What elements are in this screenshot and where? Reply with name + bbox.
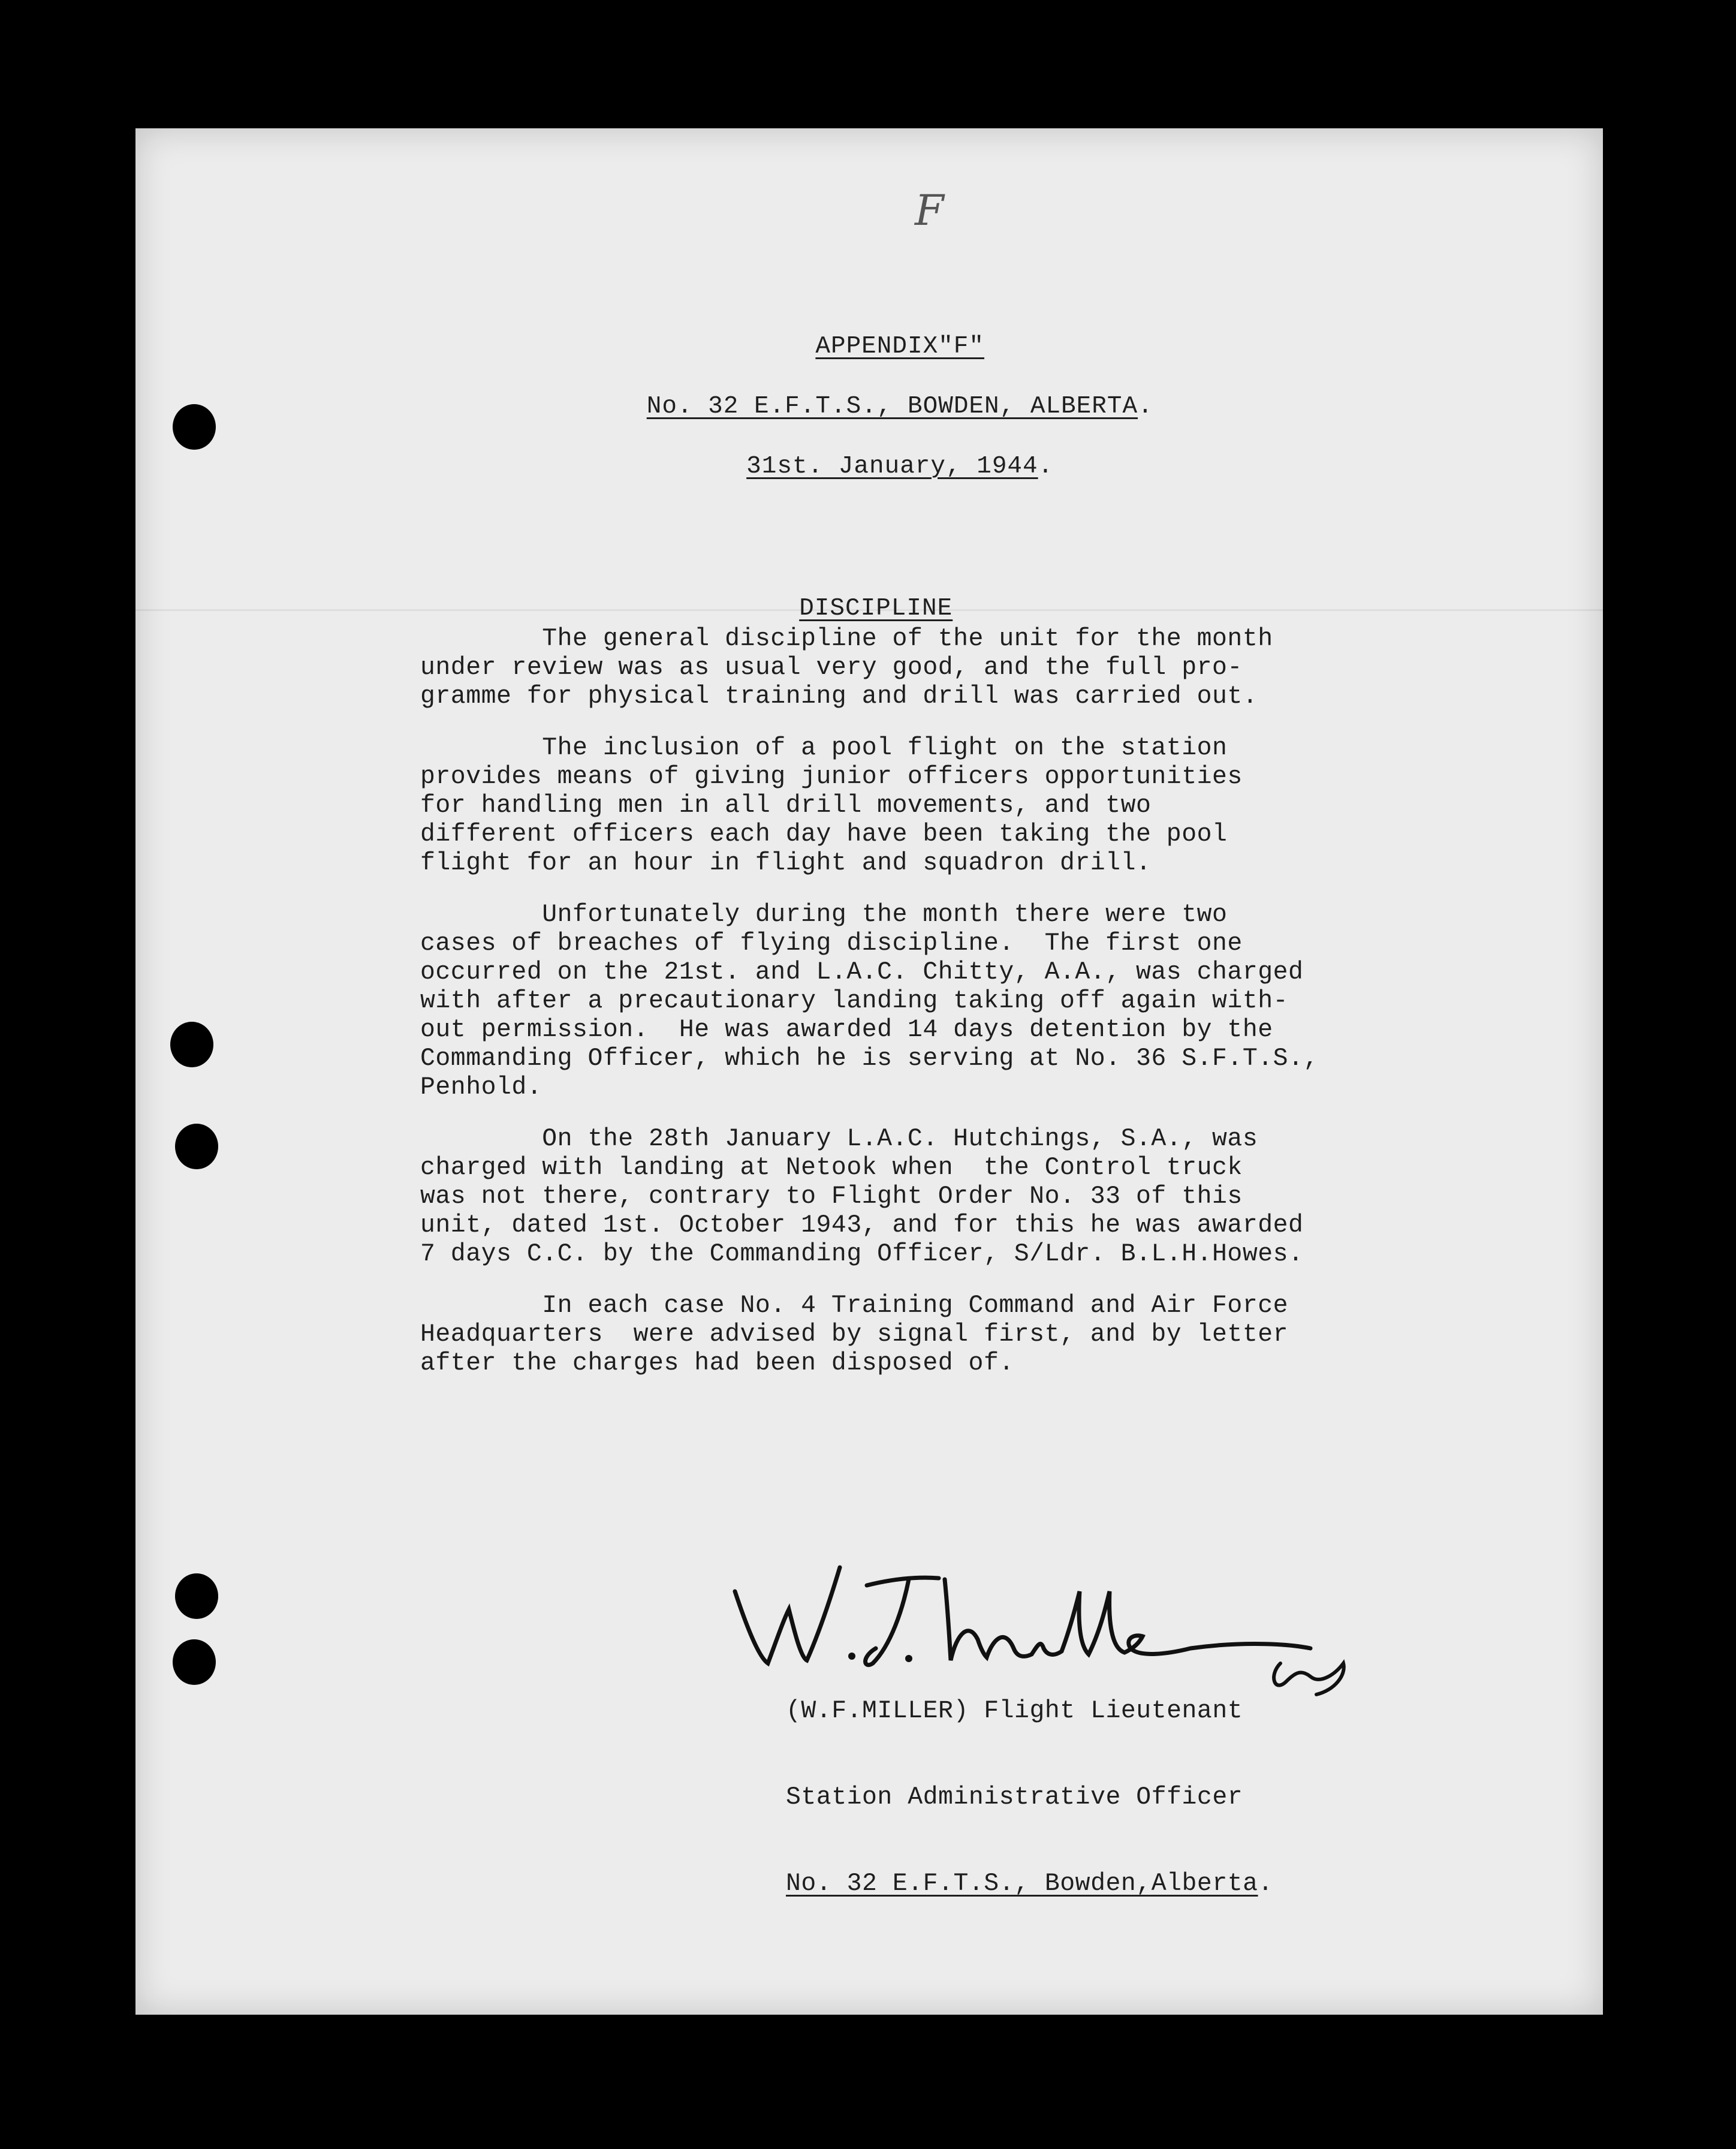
paragraph: Unfortunately during the month there were two cases of breaches of flying discipline. The first one occurred on the 21st. and L.A.C. Chitty, A.A., was charged with after a precautionary landing taking off again with- out permission. He was awarded 14 days detention by the Commanding Officer, which he is serving at No. 36 S.F.T.S., Penhold. [420, 901, 1319, 1101]
punch-hole [170, 1022, 213, 1067]
paragraph: The general discipline of the unit for the month under review was as usual very good, and the full pro- gramme for physical training and drill was carried out. [420, 625, 1273, 711]
paragraph: In each case No. 4 Training Command and Air Force Headquarters were advised by signal first, and by letter after the charges had been disposed of. [420, 1292, 1289, 1377]
punch-hole [175, 1573, 218, 1619]
appendix-heading: APPENDIX"F" [815, 333, 985, 360]
paragraph: On the 28th January L.A.C. Hutchings, S.A., was charged with landing at Netook when the Control truck was not there, contrary to Flight Order No. 33 of this unit, dated 1st. October 1943, and for this he was awarded 7 days C.C. by the Commanding Officer, S/Ldr. B.L.H.Howes. [420, 1125, 1304, 1268]
signature-block [786, 1639, 1273, 1956]
signatory-unit: No. 32 E.F.T.S., Bowden,Alberta. [786, 1870, 1273, 1898]
pencil-annotation: F [915, 186, 944, 235]
punch-hole [173, 1639, 216, 1685]
document-page [135, 128, 1603, 2015]
date-heading: 31st. January, 1944. [746, 453, 1054, 480]
punch-hole [175, 1124, 218, 1169]
section-title: DISCIPLINE [799, 595, 953, 622]
unit-heading: No. 32 E.F.T.S., BOWDEN, ALBERTA. [646, 393, 1153, 420]
signatory-title: Station Administrative Officer [786, 1783, 1243, 1811]
paragraph: The inclusion of a pool flight on the station provides means of giving junior officers opportunities for handling men in all drill movements, and two different officers each day have been taking the pool flight for an hour in flight and squadron drill. [420, 734, 1243, 877]
body-text [420, 625, 1559, 1378]
signatory-name: (W.F.MILLER) Flight Lieutenant [786, 1697, 1243, 1725]
